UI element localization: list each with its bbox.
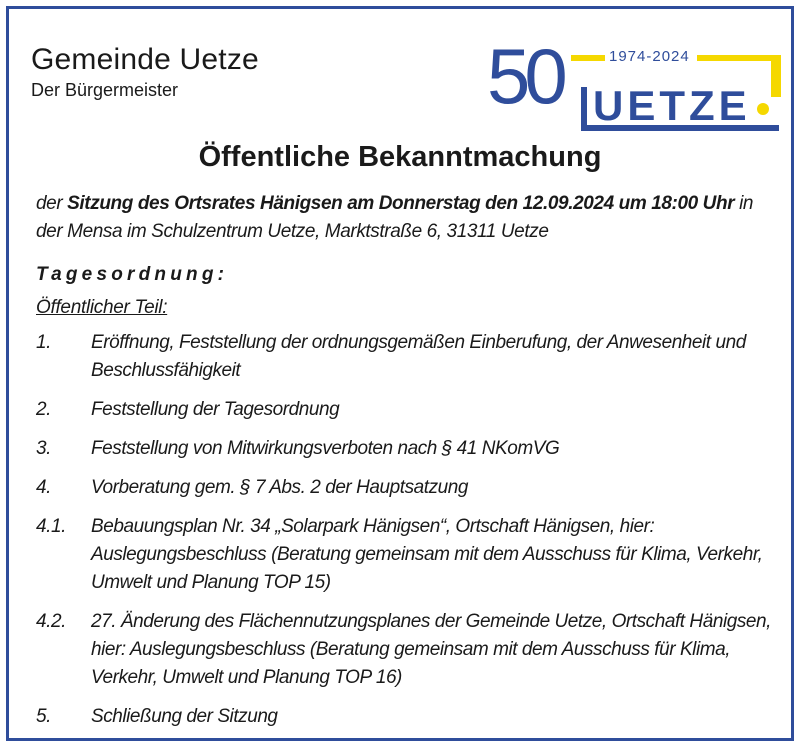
agenda-list <box>36 329 786 742</box>
logo-years: 1974-2024 <box>609 48 690 65</box>
agenda-item-text: Eröffnung, Feststellung der ordnungsgemäßen Einberufung, der Anwesenheit und Beschlussfähigkeit <box>91 332 746 381</box>
notice-frame <box>6 6 794 741</box>
issuer-title: Der Bürgermeister <box>31 80 179 100</box>
agenda-item-number: 3. <box>36 438 51 459</box>
agenda-item-text: Schließung der Sitzung <box>91 706 278 727</box>
issuer-block <box>31 43 259 101</box>
agenda-item-number: 4.1. <box>36 516 66 537</box>
public-section-label: Öffentlicher Teil: <box>36 297 168 318</box>
agenda-item <box>36 608 786 692</box>
agenda-item-number: 1. <box>36 332 51 353</box>
logo-anniversary-number: 50 <box>487 32 562 120</box>
agenda-item-text: Feststellung der Tagesordnung <box>91 399 340 420</box>
agenda-item <box>36 329 786 385</box>
agenda-item <box>36 703 786 731</box>
municipality-name: Gemeinde Uetze <box>31 43 259 76</box>
agenda-item <box>36 396 786 424</box>
agenda-item-text: 27. Änderung des Flächennutzungsplanes der Gemeinde Uetze, Ortschaft Hänigsen, hier: Auslegungsbeschluss (Beratung gemeinsam mit dem Ausschuss für Klima, Verkehr, Umwelt und Planung TOP 16) <box>91 611 771 688</box>
agenda-item-number: 4.2. <box>36 611 66 632</box>
agenda-item <box>36 435 786 463</box>
meeting-details: Sitzung des Ortsrates Hänigsen am Donnerstag den 12.09.2024 um 18:00 Uhr <box>67 193 735 214</box>
agenda-item-text: Feststellung von Mitwirkungsverboten nach § 41 NKomVG <box>91 438 560 459</box>
agenda-item-number: 4. <box>36 477 51 498</box>
notice-title: Öffentliche Bekanntmachung <box>198 141 602 173</box>
agenda-item-number: 2. <box>36 399 51 420</box>
meeting-intro <box>36 190 776 246</box>
agenda-item-text: Vorberatung gem. § 7 Abs. 2 der Hauptsatzung <box>91 477 468 498</box>
intro-prefix: der <box>36 193 68 214</box>
agenda-item-number: 5. <box>36 706 51 727</box>
agenda-item <box>36 474 786 502</box>
agenda-item <box>36 513 786 597</box>
agenda-item-text: Bebauungsplan Nr. 34 „Solarpark Hänigsen“, Ortschaft Hänigsen, hier: Auslegungsbeschluss (Beratung gemeinsam mit dem Ausschuss für Klima, Verkehr, Umwelt und Planung TOP 15) <box>91 516 763 593</box>
uetze-50-years-logo <box>485 25 785 137</box>
meeting-location: in der Mensa im Schulzentrum Uetze, Marktstraße 6, 31311 Uetze <box>36 193 754 242</box>
agenda-heading: Tagesordnung: <box>36 264 229 285</box>
logo-town: UETZE <box>593 82 751 129</box>
